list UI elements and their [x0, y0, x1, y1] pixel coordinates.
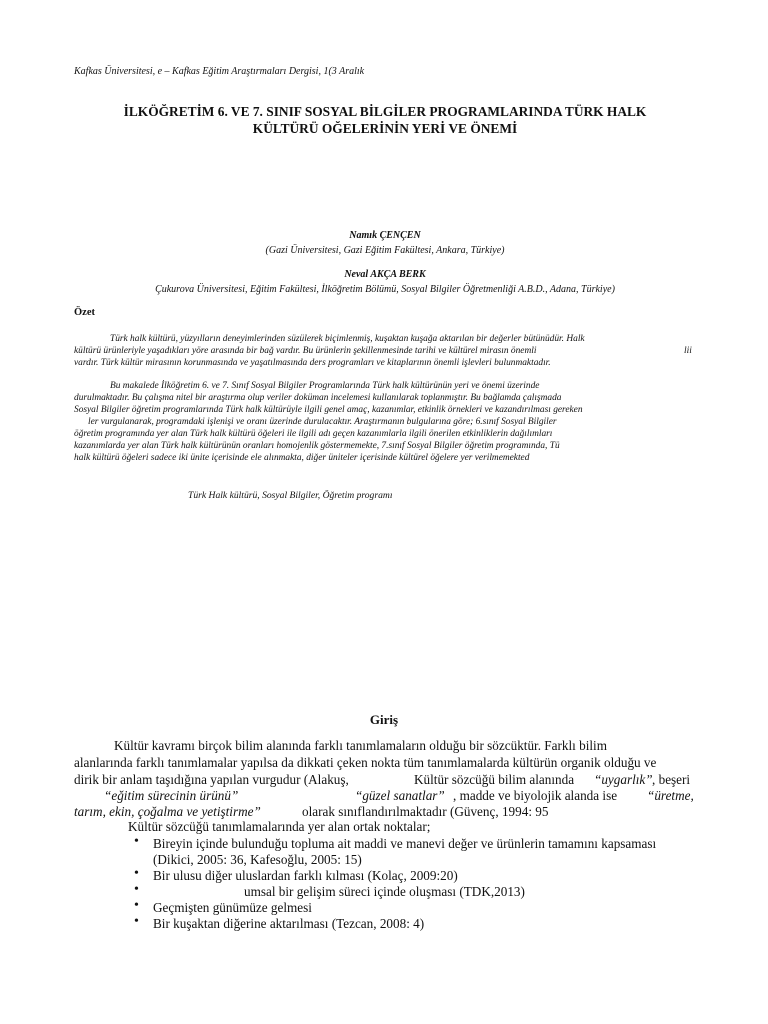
- bullet-marker: •: [134, 882, 139, 897]
- list-intro: Kültür sözcüğü tanımlamalarında yer alan ortak noktalar;: [128, 819, 431, 834]
- intro-line-3b: Kültür sözcüğü bilim alanında: [414, 772, 575, 787]
- author-name-2: Neval AKÇA BERK: [344, 269, 426, 280]
- abstract-p1-fragment: lii: [684, 346, 692, 356]
- keywords: Türk Halk kültürü, Sosyal Bilgiler, Öğretim programı: [188, 490, 393, 501]
- list-item-5: Bir kuşaktan diğerine aktarılması (Tezcan, 2008: 4): [153, 916, 425, 931]
- list-item-3: umsal bir gelişim süreci içinde oluşması (TDK,2013): [244, 884, 525, 899]
- title-line-1: İLKÖĞRETİM 6. VE 7. SINIF SOSYAL BİLGİLER PROGRAMLARINDA TÜRK HALK: [123, 104, 647, 119]
- bullet-marker: •: [134, 834, 139, 849]
- bullet-marker: •: [134, 898, 139, 913]
- abstract-p2-line-6: kazanımlarda yer alan Türk halk kültürünün oranları homojenlik göstermemekte, 7.sınıf Sosyal Bilgiler öğretim programında, Tü: [74, 441, 560, 451]
- intro-line-5b: olarak sınıflandırılmaktadır (Güvenç, 1994: 95: [302, 804, 549, 819]
- title-line-2: KÜLTÜRÜ OĞELERİNİN YERİ VE ÖNEMİ: [252, 121, 518, 136]
- list-item-2: Bir ulusu diğer uluslardan farklı kılması (Kolaç, 2009:20): [153, 868, 458, 883]
- author-affiliation-2: Çukurova Üniversitesi, Eğitim Fakültesi, İlköğretim Bölümü, Sosyal Bilgiler Öğretmenliği A.B.D., Adana, Türkiye): [155, 284, 615, 295]
- abstract-p2-line-1: Bu makalede İlköğretim 6. ve 7. Sınıf Sosyal Bilgiler Programlarında Türk halk kültürünün yeri ve önemi üzerinde: [110, 381, 540, 391]
- intro-line-3d: , beşeri: [652, 772, 691, 787]
- abstract-p1-line-1: Türk halk kültürü, yüzyılların deneyimlerinden süzülerek biçimlenmiş, kuşaktan kuşağa aktarılan bir değerler bütünüdür. Halk: [110, 334, 585, 344]
- section-heading-intro: Giriş: [369, 712, 399, 727]
- intro-line-4b: “güzel sanatlar”: [355, 788, 445, 803]
- list-item-1-continued: (Dikici, 2005: 36, Kafesoğlu, 2005: 15): [153, 852, 362, 867]
- intro-line-5a: tarım, ekin, çoğalma ve yetiştirme”: [74, 804, 261, 819]
- intro-line-3a: dirik bir anlam taşıdığına yapılan vurgudur (Alakuş,: [74, 772, 349, 787]
- paper-title: [60, 103, 710, 137]
- intro-line-4a: “eğitim sürecinin ürünü”: [104, 788, 239, 803]
- intro-line-3c: “uygarlık”: [594, 772, 653, 787]
- abstract-p2-line-2: durulmaktadır. Bu çalışma nitel bir araştırma olup veriler doküman incelemesi kullanılarak toplanmıştır. Bu bağlamda çalışmada: [74, 393, 562, 403]
- author-affiliation-1: (Gazi Üniversitesi, Gazi Eğitim Fakültesi, Ankara, Türkiye): [265, 245, 505, 256]
- abstract-p2-line-3: Sosyal Bilgiler öğretim programlarında Türk halk kültürüyle ilgili genel amaç, kazanımlar, etkinlik örnekleri ve kazandırılması gereken: [74, 405, 583, 415]
- abstract-p1-line-3: vardır. Türk kültür mirasının korunmasında ve yaşatılmasında ders programları ve kitaplarının önemli işlevleri bulunmaktadır.: [74, 358, 551, 368]
- list-item-1: Bireyin içinde bulunduğu topluma ait maddi ve manevi değer ve ürünlerin tamamını kapsaması: [153, 836, 657, 851]
- abstract-p1-line-2: kültürü ürünleriyle yaşadıkları yöre arasında bir bağ vardır. Bu ürünlerin şekillenmesinde tarihi ve kültürel mirasın önemli: [74, 346, 537, 356]
- intro-line-1: Kültür kavramı birçok bilim alanında farklı tanımlamaların olduğu bir sözcüktür. Farklı bilim: [114, 738, 607, 753]
- journal-header: Kafkas Üniversitesi, e – Kafkas Eğitim Araştırmaları Dergisi, 1(3 Aralık: [74, 66, 365, 77]
- intro-line-4c: , madde ve biyolojik alanda ise: [453, 788, 618, 803]
- intro-line-4d: “üretme,: [647, 788, 694, 803]
- list-item-4: Geçmişten günümüze gelmesi: [153, 900, 312, 915]
- bullet-marker: •: [134, 866, 139, 881]
- abstract-p2-line-5: öğretim programında yer alan Türk halk kültürü öğeleri ile ilgili adı geçen kazanımlarla ilgili önerilen etkinliklerin dağılımları: [74, 429, 553, 439]
- author-name-1: Namık ÇENÇEN: [349, 230, 421, 241]
- bullet-marker: •: [134, 914, 139, 929]
- abstract-p2-line-7: halk kültürü öğeleri sadece iki ünite içerisinde ele alınmakta, diğer üniteler içerisinde kültürel öğelere yer verilmemekted: [74, 453, 530, 463]
- intro-line-2: alanlarında farklı tanımlamalar yapılsa da dikkati çeken nokta tüm tanımlamalarda kültürün organik olduğu ve: [74, 755, 657, 770]
- abstract-p2-line-4: ler vurgulanarak, programdaki işlenişi ve oranı üzerinde durulacaktır. Araştırmanın bulgularına göre; 6.sınıf Sosyal Bilgiler: [88, 417, 557, 427]
- abstract-heading: Özet: [74, 307, 95, 318]
